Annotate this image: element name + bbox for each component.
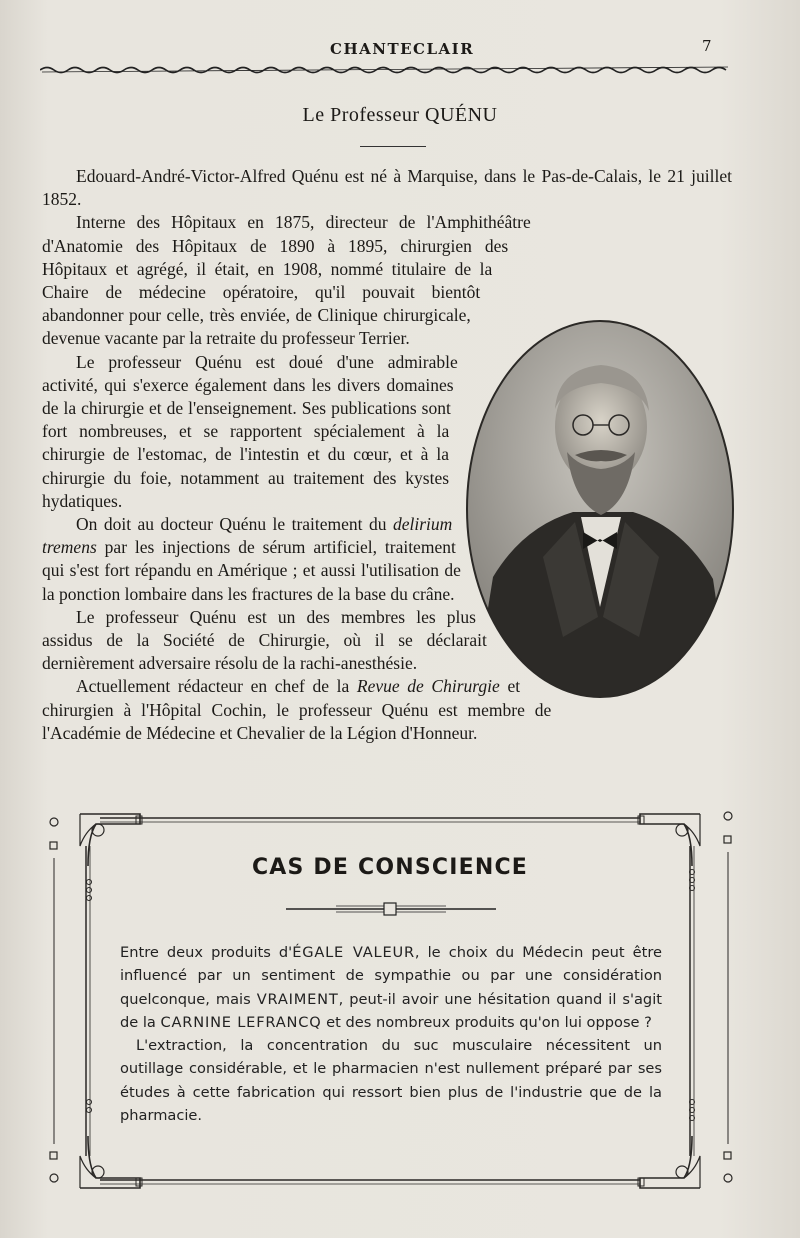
- ad-title: CAS DE CONSCIENCE: [251, 855, 529, 880]
- page-number: 7: [702, 37, 712, 55]
- product-name: CARNINE LEFRANCQ: [160, 1013, 322, 1031]
- paragraph-career: Interne des Hôpitaux en 1875, directeur de l'Amphithéâtre d'Anatomie des Hôpitaux de 1890 à 1895, chirurgien des Hôpitaux et agrégé, il était, en 1908, nommé titulaire de la Chaire de médecine opératoire, qu'il pouvait bientôt abandonner pour celle, très enviée, de Clinique chirurgicale, devenue vacante par la retraite du professeur Terrier.: [42, 212, 531, 349]
- text-fragment: , peut-il avoir une hésitation quand il s'agit de la: [120, 990, 662, 1031]
- portrait-photo: [463, 317, 738, 702]
- wavy-header-rule: [40, 62, 730, 76]
- ad-paragraph-2: L'extraction, la concentration du suc musculaire nécessitent un outillage considérable, et le pharmacien n'est nullement préparé par ses études à cette fabrication qui ressort bien plus de l'industrie que de la pharmacie.: [120, 1037, 662, 1125]
- paragraph-society: Le professeur Quénu est un des membres les plus assidus de la Société de Chirurgie, où il se déclarait dernièrement adversaire résolu de la rachi-anesthésie.: [42, 606, 487, 674]
- text-fragment: par les injections de sérum artificiel, traitement qui s'est fort répandu en Amérique ; et aussi l'utilisation de la ponction lombaire dans les fractures de la base du crâne.: [42, 537, 461, 604]
- text-fragment: Actuellement rédacteur en chef de la: [76, 676, 357, 697]
- text-fragment: Entre deux produits d': [120, 944, 293, 961]
- text-fragment: On doit au docteur Quénu le traitement du: [76, 514, 393, 535]
- text-fragment: et des nombreux produits qu'on lui oppose ?: [321, 1013, 652, 1031]
- running-head: [40, 36, 730, 76]
- italic-journal: Revue de Chirurgie: [356, 676, 500, 697]
- ad-ornamental-rule: [286, 901, 496, 917]
- article-body: [42, 165, 732, 745]
- caps-fragment: VRAIMENT: [256, 990, 339, 1008]
- italic-term: delirium tremens: [42, 514, 453, 558]
- article-title: Le Professeur QUÉNU: [302, 104, 498, 126]
- paragraph-activity: Le professeur Quénu est doué d'une admirable activité, qui s'exerce également dans les divers domaines de la chirurgie et de l'enseignement. Ses publications sont fort nombreuses, et se rapportent spécialement à la chirurgie de l'estomac, de l'intestin et du cœur, et à la chirurgie du foie, notamment au traitement des kystes hydatiques.: [42, 351, 458, 511]
- text-fragment: et chirurgien à l'Hôpital Cochin, le professeur Quénu est membre de l'Académie de Médecine et Chevalier de la Légion d'Honneur.: [42, 676, 552, 743]
- journal-name: CHANTECLAIR: [330, 40, 475, 58]
- title-rule: [360, 146, 426, 147]
- paragraph-birth: Edouard-André-Victor-Alfred Quénu est né à Marquise, dans le Pas-de-Calais, le 21 juillet 1852.: [42, 166, 732, 210]
- ad-paragraph-1: [120, 941, 662, 1034]
- text-fragment: , le choix du Médecin peut être influencé par un sentiment de sympathie ou par une considération quelconque, mais: [120, 944, 663, 1008]
- caps-fragment: ÉGALE VALEUR: [292, 944, 415, 961]
- ad-body: [120, 941, 662, 1127]
